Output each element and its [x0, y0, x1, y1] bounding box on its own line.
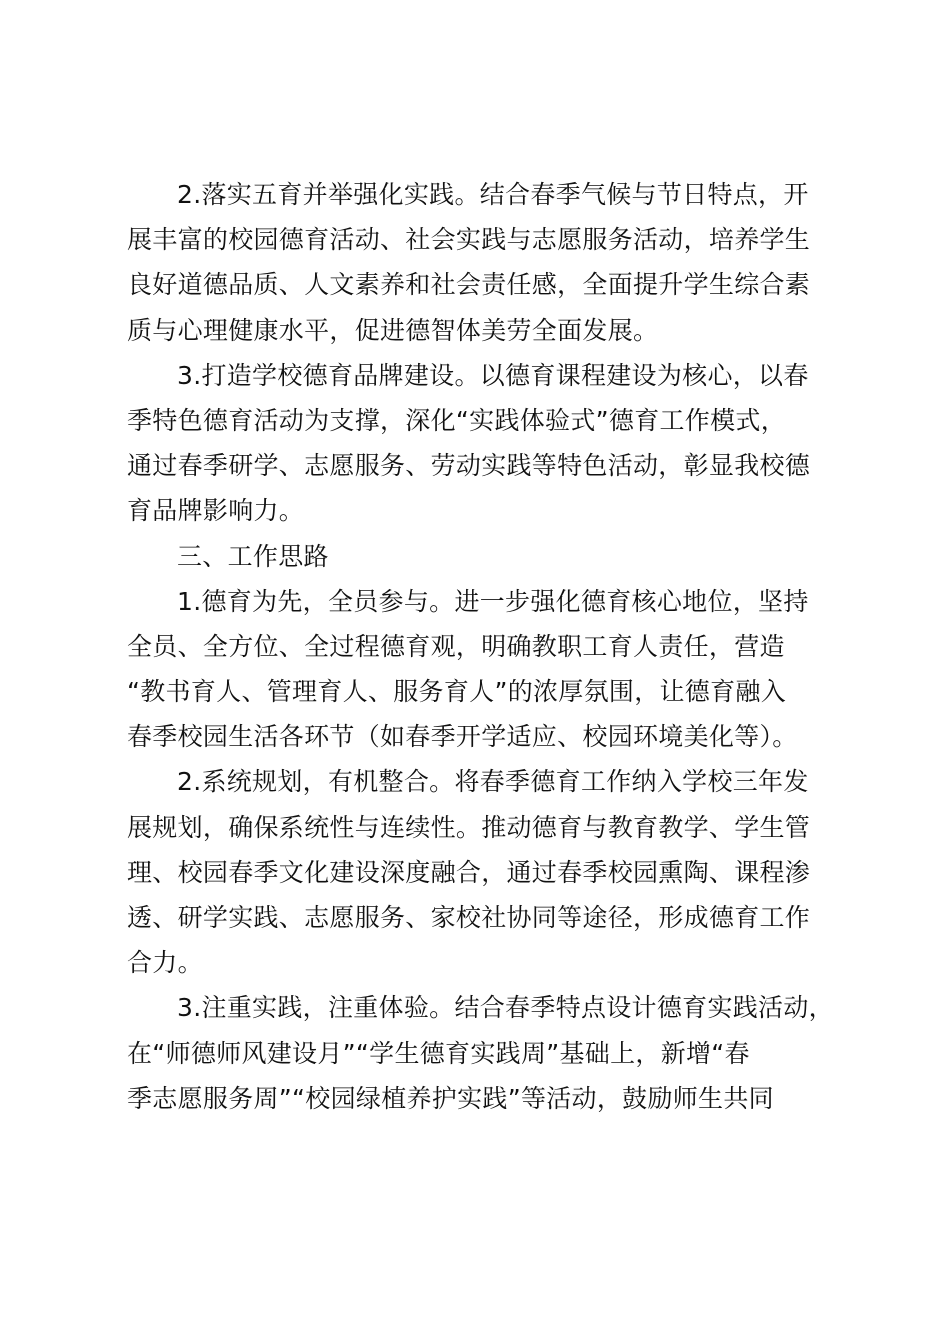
paragraph-goal-2 — [127, 172, 862, 353]
paragraph-goal-3 — [127, 353, 862, 534]
text-line: 良好道德品质、人文素养和社会责任感，全面提升学生综合素 — [127, 270, 811, 300]
text-line: 合力。 — [127, 948, 203, 978]
text-line: 展丰富的校园德育活动、社会实践与志愿服务活动，培养学生 — [127, 225, 811, 255]
text-line: 在“师德师风建设月”“学生德育实践周”基础上，新增“春 — [127, 1038, 750, 1068]
text-line: 季特色德育活动为支撑，深化“实践体验式”德育工作模式， — [127, 405, 787, 435]
text-line: 季志愿服务周”“校园绿植养护实践”等活动，鼓励师生共同 — [127, 1083, 774, 1113]
text-line: 展规划，确保系统性与连续性。推动德育与教育教学、学生管 — [127, 812, 811, 842]
paragraph-approach-1 — [127, 579, 862, 760]
paragraph-approach-3 — [127, 985, 862, 1121]
paragraph-approach-2 — [127, 759, 862, 985]
text-line: 2.系统规划，有机整合。将春季德育工作纳入学校三年发 — [177, 767, 809, 797]
text-line: 1.德育为先，全员参与。进一步强化德育核心地位，坚持 — [177, 586, 809, 616]
section-heading-work-approach — [127, 534, 862, 579]
text-line: 理、校园春季文化建设深度融合，通过春季校园熏陶、课程渗 — [127, 857, 811, 887]
text-line: 质与心理健康水平，促进德智体美劳全面发展。 — [127, 315, 659, 345]
text-line: 透、研学实践、志愿服务、家校社协同等途径，形成德育工作 — [127, 903, 811, 932]
text-line: 2.落实五育并举强化实践。结合春季气候与节日特点，开 — [177, 180, 809, 209]
text-line: 3.注重实践，注重体验。结合春季特点设计德育实践活动， — [177, 993, 834, 1023]
text-line: 通过春季研学、志愿服务、劳动实践等特色活动，彰显我校德 — [127, 451, 811, 481]
text-line: “教书育人、管理育人、服务育人”的浓厚氛围，让德育融入 — [127, 677, 787, 707]
text-line: 全员、全方位、全过程德育观，明确教职工育人责任，营造 — [127, 631, 785, 661]
text-line: 育品牌影响力。 — [127, 496, 305, 526]
section-heading: 三、工作思路 — [177, 541, 329, 571]
text-line: 春季校园生活各环节（如春季开学适应、校园环境美化等）。 — [127, 722, 798, 752]
text-line: 3.打造学校德育品牌建设。以德育课程建设为核心，以春 — [177, 360, 809, 390]
document-body — [127, 172, 862, 1121]
